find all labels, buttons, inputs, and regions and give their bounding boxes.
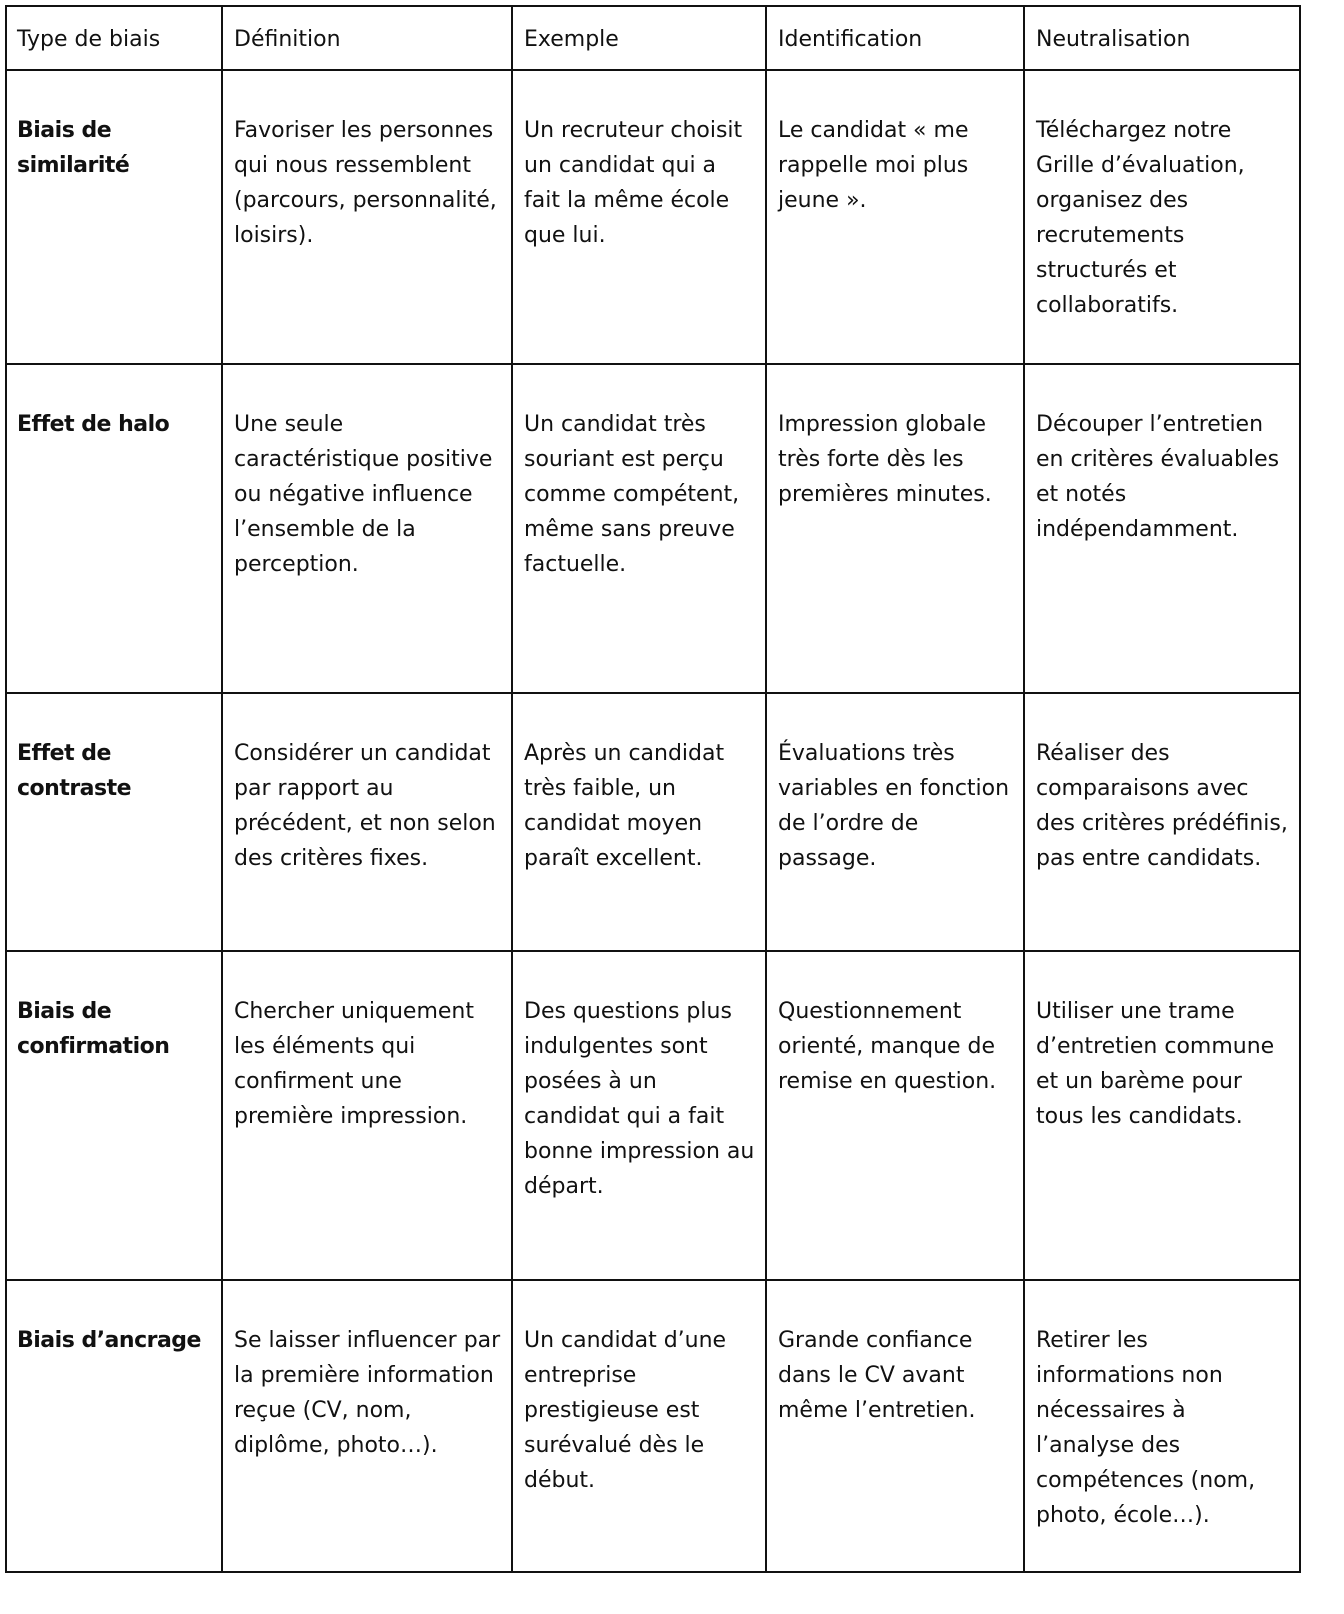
bias-definition: Une seule caractéristique positive ou négative influence l’ensemble de la perception. <box>222 364 512 693</box>
bias-identification: Impression globale très forte dès les premières minutes. <box>766 364 1024 693</box>
table-row <box>6 693 1300 951</box>
bias-identification: Évaluations très variables en fonction de l’ordre de passage. <box>766 693 1024 951</box>
bias-example: Un recruteur choisit un candidat qui a fait la même école que lui. <box>512 70 766 364</box>
bias-type: Biais de similarité <box>6 70 222 364</box>
header-definition: Définition <box>222 6 512 70</box>
header-example: Exemple <box>512 6 766 70</box>
bias-definition: Se laisser influencer par la première information reçue (CV, nom, diplôme, photo…). <box>222 1280 512 1572</box>
bias-definition: Favoriser les personnes qui nous ressemblent (parcours, personnalité, loisirs). <box>222 70 512 364</box>
bias-example: Après un candidat très faible, un candidat moyen paraît excellent. <box>512 693 766 951</box>
bias-identification: Le candidat « me rappelle moi plus jeune ». <box>766 70 1024 364</box>
bias-neutralisation: Réaliser des comparaisons avec des critères prédéfinis, pas entre candidats. <box>1024 693 1300 951</box>
bias-example: Un candidat d’une entreprise prestigieuse est surévalué dès le début. <box>512 1280 766 1572</box>
bias-definition: Considérer un candidat par rapport au précédent, et non selon des critères fixes. <box>222 693 512 951</box>
bias-example: Un candidat très souriant est perçu comme compétent, même sans preuve factuelle. <box>512 364 766 693</box>
bias-type: Effet de contraste <box>6 693 222 951</box>
bias-neutralisation: Découper l’entretien en critères évaluables et notés indépendamment. <box>1024 364 1300 693</box>
bias-neutralisation: Retirer les informations non nécessaires à l’analyse des compétences (nom, photo, école…). <box>1024 1280 1300 1572</box>
table-row <box>6 951 1300 1280</box>
header-identification: Identification <box>766 6 1024 70</box>
bias-type: Biais d’ancrage <box>6 1280 222 1572</box>
bias-table <box>5 5 1301 1573</box>
bias-neutralisation: Téléchargez notre Grille d’évaluation, organisez des recrutements structurés et collaboratifs. <box>1024 70 1300 364</box>
bias-definition: Chercher uniquement les éléments qui confirment une première impression. <box>222 951 512 1280</box>
header-type: Type de biais <box>6 6 222 70</box>
table-row <box>6 70 1300 364</box>
header-neutralisation: Neutralisation <box>1024 6 1300 70</box>
bias-type: Biais de confirmation <box>6 951 222 1280</box>
bias-example: Des questions plus indulgentes sont posées à un candidat qui a fait bonne impression au départ. <box>512 951 766 1280</box>
bias-neutralisation: Utiliser une trame d’entretien commune et un barème pour tous les candidats. <box>1024 951 1300 1280</box>
table-row <box>6 364 1300 693</box>
table-row <box>6 1280 1300 1572</box>
bias-identification: Questionnement orienté, manque de remise en question. <box>766 951 1024 1280</box>
bias-identification: Grande confiance dans le CV avant même l’entretien. <box>766 1280 1024 1572</box>
header-row <box>6 6 1300 70</box>
bias-type: Effet de halo <box>6 364 222 693</box>
